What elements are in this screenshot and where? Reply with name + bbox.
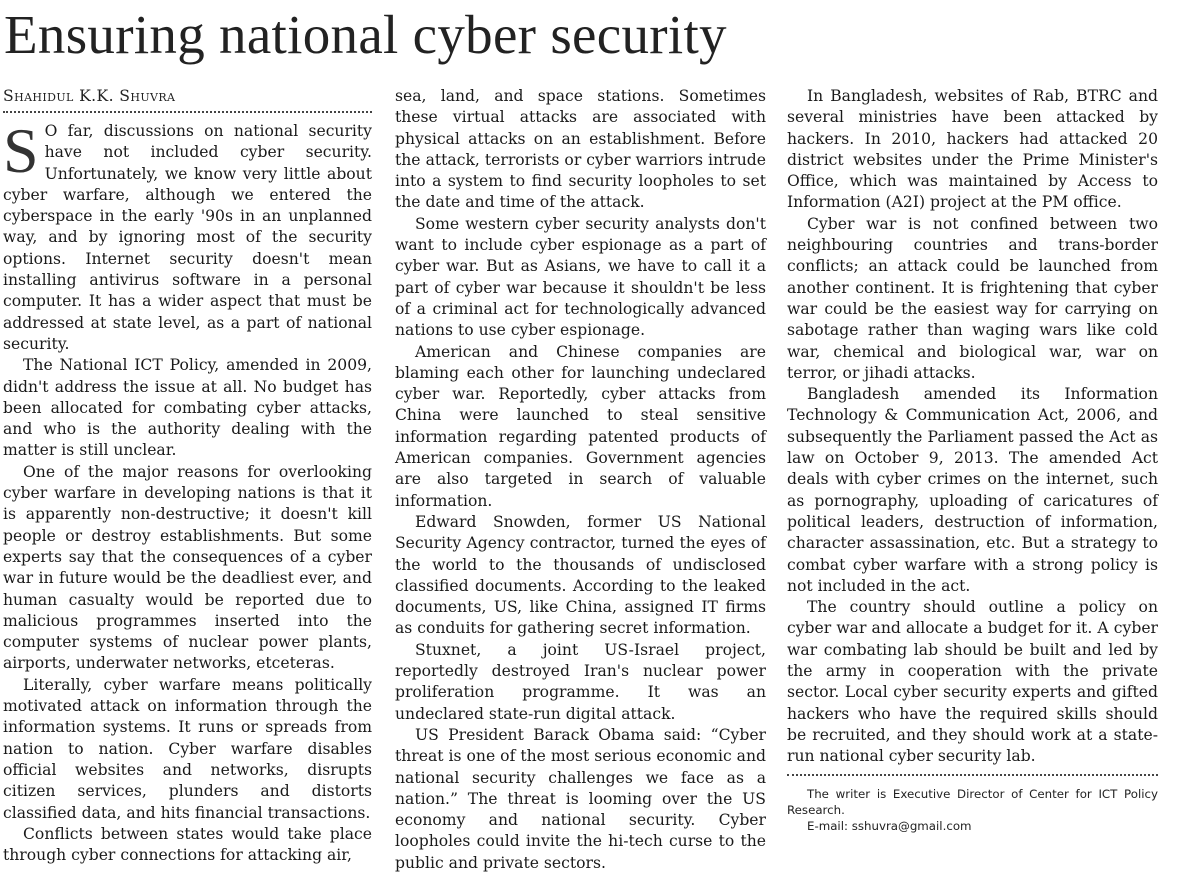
author-note: The writer is Executive Director of Center for ICT Policy Research. bbox=[787, 786, 1158, 817]
paragraph: The National ICT Policy, amended in 2009, didn't address the issue at all. No budget has been allocated for combating cyber attacks, and who is the authority dealing with the matter is still unclear. bbox=[3, 356, 372, 460]
paragraph: The country should outline a policy on cyber war and allocate a budget for it. A cyber war combating lab should be built and led by the army in cooperation with the private sector. Local cyber security experts and gifted hackers who have the required skills should be recruited, and they should work at a state-run national cyber security lab. bbox=[787, 598, 1158, 766]
paragraph: Edward Snowden, former US National Security Agency contractor, turned the eyes of the world to the thousands of undisclosed classified documents. According to the leaked documents, US, like China, assigned IT firms as conduits for gathering secret information. bbox=[395, 512, 766, 638]
dotted-divider bbox=[3, 111, 372, 113]
paragraph: Bangladesh amended its Information Technology & Communication Act, 2006, and subsequently the Parliament passed the Act as law on October 9, 2013. The amended Act deals with cyber crimes on the internet, such as pornography, uploading of caricatures of political leaders, destruction of information, character assassination, etc. But a strategy to combat cyber warfare with a strong policy is not included in the act. bbox=[787, 385, 1158, 595]
paragraph: Stuxnet, a joint US-Israel project, reportedly destroyed Iran's nuclear power proliferation programme. It was an undeclared state-run digital attack. bbox=[395, 640, 766, 723]
drop-cap: S bbox=[3, 115, 39, 186]
paragraph: sea, land, and space stations. Sometimes these virtual attacks are associated with physical attacks on an establishment. Before the attack, terrorists or cyber warriors intrude into a system to find security loopholes to set the date and time of the attack. bbox=[395, 87, 766, 212]
paragraph: Some western cyber security analysts don't want to include cyber espionage as a part of cyber war. But as Asians, we have to call it a part of cyber war because it shouldn't be less of a criminal act for technologically advanced nations to use cyber espionage. bbox=[395, 214, 766, 340]
lead-paragraph-text: O far, discussions on national security have not included cyber security. Unfortunately, we know very little about cyber warfare, although we entered the cyberspace in the early '90s in an unplanned way, and by ignoring most of the security options. Internet security doesn't mean installing antivirus software in a personal computer. It has a wider aspect that must be addressed at state level, as a part of national security. bbox=[3, 122, 372, 353]
column-2 bbox=[395, 86, 766, 874]
headline: Ensuring national cyber security bbox=[4, 4, 727, 65]
paragraph: Conflicts between states would take place through cyber connections for attacking air, bbox=[3, 824, 372, 865]
paragraph: In Bangladesh, websites of Rab, BTRC and several ministries have been attacked by hackers. In 2010, hackers had attacked 20 district websites under the Prime Minister's Office, which was maintained by Access to Information (A2I) project at the PM office. bbox=[787, 87, 1158, 212]
paragraph: American and Chinese companies are blaming each other for launching undeclared cyber war. Reportedly, cyber attacks from China were launched to steal sensitive information regarding patented products of American companies. Government agencies are also targeted in search of valuable information. bbox=[395, 342, 766, 510]
paragraph: Literally, cyber warfare means politically motivated attack on information through the information systems. It runs or spreads from nation to nation. Cyber warfare disables official websites and networks, disrupts citizen services, plunders and distorts classified data, and hits financial transactions. bbox=[3, 675, 372, 822]
dotted-divider bbox=[787, 774, 1158, 776]
byline: Shahidul K.K. Shuvra bbox=[3, 87, 176, 105]
paragraph: US President Barack Obama said: “Cyber threat is one of the most serious economic and national security challenges we face as a nation.” The threat is looming over the US economy and national security. Cyber loopholes could invite the hi-tech curse to the public and private sectors. bbox=[395, 725, 766, 872]
column-3 bbox=[787, 86, 1158, 834]
paragraph: One of the major reasons for overlooking cyber warfare in developing nations is that it is apparently non-destructive; it doesn't kill people or destroy establishments. But some experts say that the consequences of a cyber war in future would be the deadliest ever, and human casualty would be reported due to malicious programmes inserted into the computer systems of nuclear power plants, airports, underwater networks, etceteras. bbox=[3, 462, 372, 673]
paragraph: Cyber war is not confined between two neighbouring countries and trans-border conflicts; an attack could be launched from another continent. It is frightening that cyber war could be the easiest way for carrying on sabotage rather than waging wars like cold war, chemical and biological war, war on terror, or jihadi attacks. bbox=[787, 214, 1158, 382]
lead-paragraph bbox=[3, 115, 372, 355]
column-1 bbox=[3, 86, 372, 866]
author-email: E-mail: sshuvra@gmail.com bbox=[807, 818, 972, 833]
